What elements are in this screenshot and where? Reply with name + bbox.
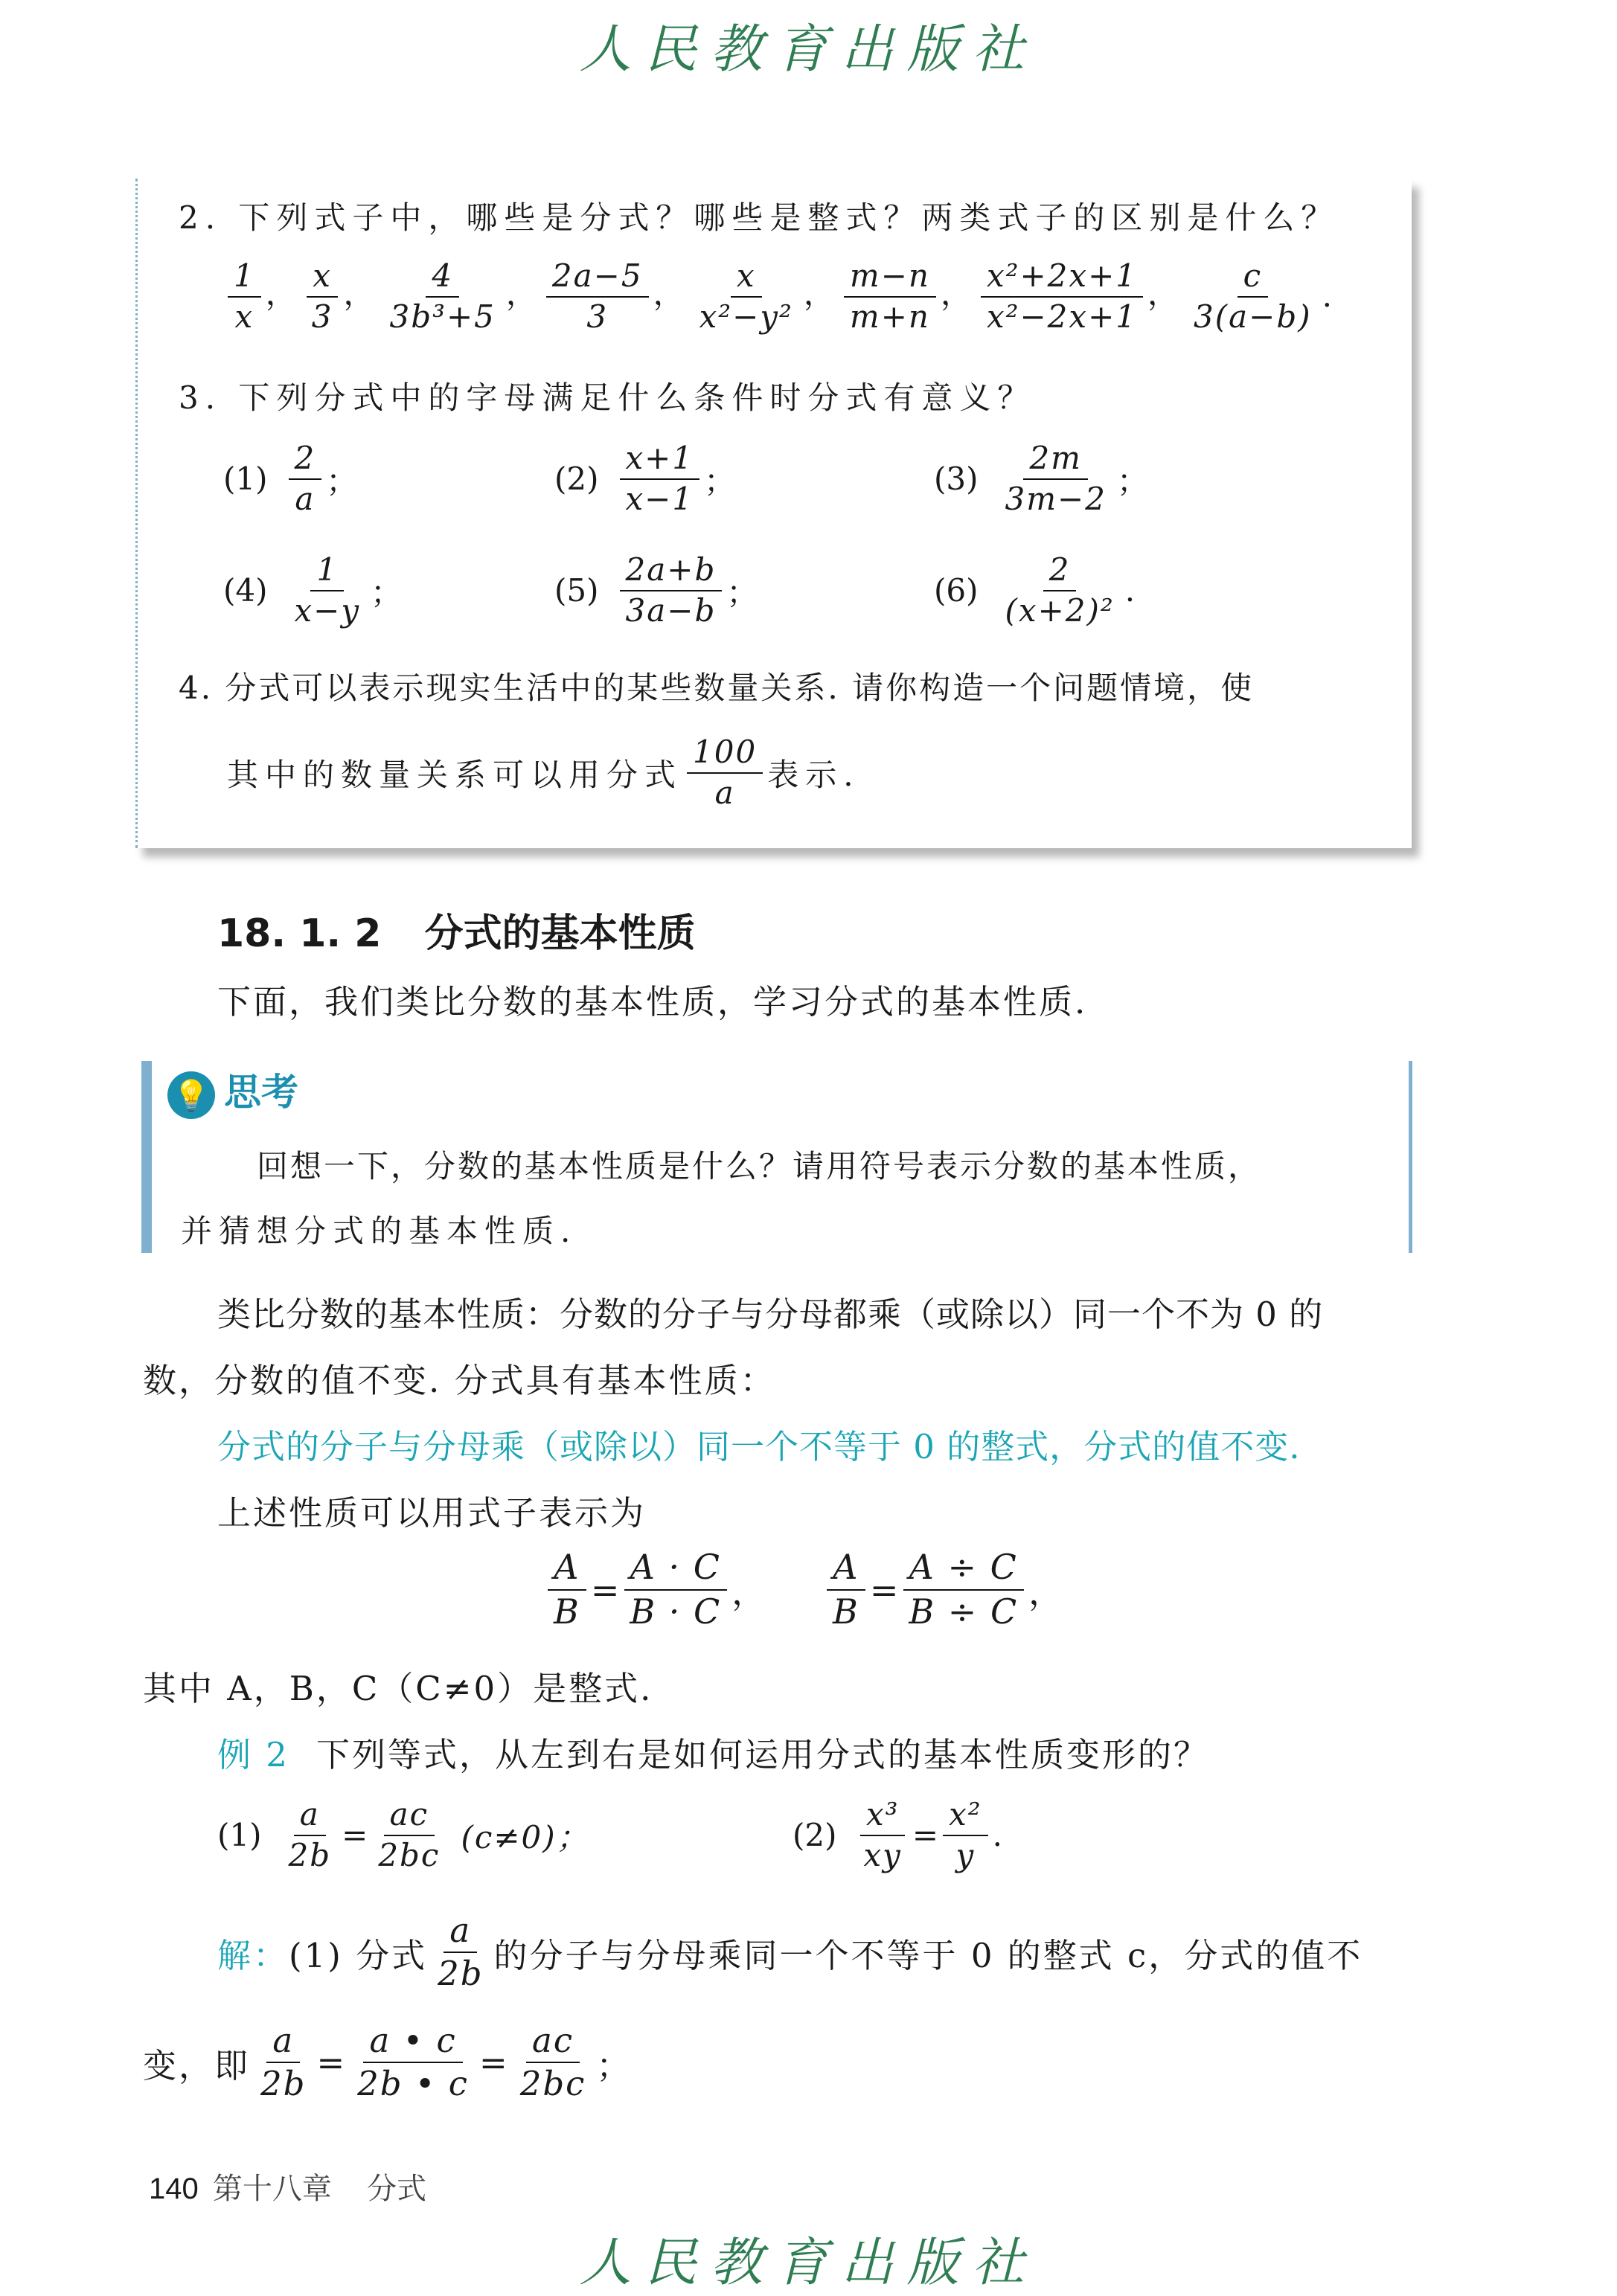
exercise-3-item-5: (5) $\frac{2a+b}{3a-b}$ ； [554, 551, 758, 629]
exercise-3-item-4: (4) $\frac{1}{x-y}$ ； [223, 551, 403, 629]
example-label: 例 2 [217, 1735, 289, 1774]
fraction: $\frac{1}{x}$ [228, 257, 261, 336]
exercise-3-item-3: (3) $\frac{2m}{3m-2}$ ； [934, 440, 1148, 517]
exercise-2-text: 2. 下列式子中，哪些是分式？哪些是整式？两类式子的区别是什么？ [179, 199, 1339, 236]
exercise-3-item-2: (2) $\frac{x+1}{x-1}$ ； [554, 440, 736, 517]
exercise-4-line-2: 其中的数量关系可以用分式 $\frac{100}{a}$ 表示. [227, 734, 860, 811]
think-title: 💡 思考 [167, 1062, 298, 1119]
think-box-bar [141, 1061, 152, 1253]
think-line-2: 并猜想分式的基本性质. [181, 1213, 577, 1249]
fraction: $\frac{x}{3}$ [306, 257, 339, 336]
fraction: $\frac{\text{x²+2x+1}}{\text{x²−2x+1}}$ [981, 257, 1143, 336]
paragraph-1b: 数，分数的值不变. 分式具有基本性质： [143, 1361, 776, 1400]
publisher-logo-top: 人民教育出版社 [579, 19, 1038, 80]
section-title: 分式的基本性质 [424, 911, 696, 956]
exercise-3-text: 3. 下列分式中的字母满足什么条件时分式有意义？ [179, 379, 1036, 416]
publisher-logo-bottom: 人民教育出版社 [579, 2232, 1038, 2293]
fraction: $\frac{x}{\text{x²−y²}}$ [699, 257, 793, 335]
chapter-label: 第十八章 [212, 2172, 332, 2205]
solution-line-1: 解： (1) 分式 $\frac{a}{2b}$ 的分子与分母乘同一个不等于 0 的整式 c，分式的值不 [217, 1911, 1363, 1994]
section-heading [217, 902, 696, 958]
property-statement: 分式的分子与分母乘（或除以）同一个不等于 0 的整式，分式的值不变. [217, 1427, 1301, 1466]
fraction: $\frac{c}{3(a-b)}$ [1194, 257, 1312, 335]
chapter-title: 分式 [367, 2172, 426, 2205]
example-item-2: (2) $\frac{\text{x³}}{xy}$ = $\frac{\text{x²}}{y}$ . [793, 1796, 1003, 1873]
solution-line-2: 变，即 $\frac{a}{2b}$ = $\frac{a • c}{2b • c}$ = $\frac{ac}{2bc}$ ； [143, 2021, 633, 2104]
think-box-right-line [1409, 1061, 1412, 1253]
think-line-1: 回想一下，分数的基本性质是什么？请用符号表示分数的基本性质， [257, 1148, 1262, 1184]
paragraph-1a: 类比分数的基本性质：分数的分子与分母都乘（或除以）同一个不为 0 的 [217, 1295, 1324, 1334]
example-item-1: (1) $\frac{a}{2b}$ = $\frac{ac}{2bc}$ (c≠0)； [217, 1796, 589, 1873]
intro-text: 下面，我们类比分数的基本性质，学习分式的基本性质. [217, 982, 1088, 1022]
exercise-4-line-1: 4. 分式可以表示现实生活中的某些数量关系. 请你构造一个问题情境，使 [179, 670, 1255, 706]
exercise-3-item-1: (1) $\frac{2}{a}$ ； [223, 440, 358, 517]
fraction: $\frac{4}{\text{3b³+5}}$ [389, 257, 496, 335]
fraction: $\frac{2a-5}{3}$ [546, 257, 649, 336]
page-number: 140 [149, 2172, 199, 2205]
paragraph-3: 其中 A，B，C（C≠0）是整式. [143, 1669, 653, 1708]
paragraph-2: 上述性质可以用式子表示为 [217, 1493, 647, 1533]
formula-divide: $\frac{A}{B}$ = $\frac{A \div C}{B \div C}$ ， [822, 1546, 1063, 1633]
page-footer [149, 2165, 426, 2207]
exercise-3-item-6: (6) $\frac{2}{\text{(x+2)²}}$ . [934, 551, 1136, 629]
formula-multiply: $\frac{A}{B}$ = $\frac{A \cdot C}{B \cdot C}$ ， [543, 1546, 766, 1633]
solution-label: 解： [217, 1935, 289, 1975]
lightbulb-icon: 💡 [167, 1071, 215, 1119]
example-2-heading: 例 2 下列等式，从左到右是如何运用分式的基本性质变形的？ [217, 1735, 1209, 1774]
section-number: 18. 1. 2 [217, 911, 382, 956]
exercise-2-fractions: $\frac{1}{x}$ ， $\frac{x}{3}$ ， $\frac{4}{\text{3b³+5}}$ ， $\frac{2a-5}{3}$ ， $\frac{x}{\text{x²−y²}}$ ， $\frac{m-n}{m+n}$ ， $\frac{\text{x²+2x+1}}{\text{x²−2x+1}}$ ， $\frac{c}{3(a-b)}$ . [223, 257, 1336, 336]
fraction: $\frac{m-n}{m+n}$ [844, 257, 936, 336]
